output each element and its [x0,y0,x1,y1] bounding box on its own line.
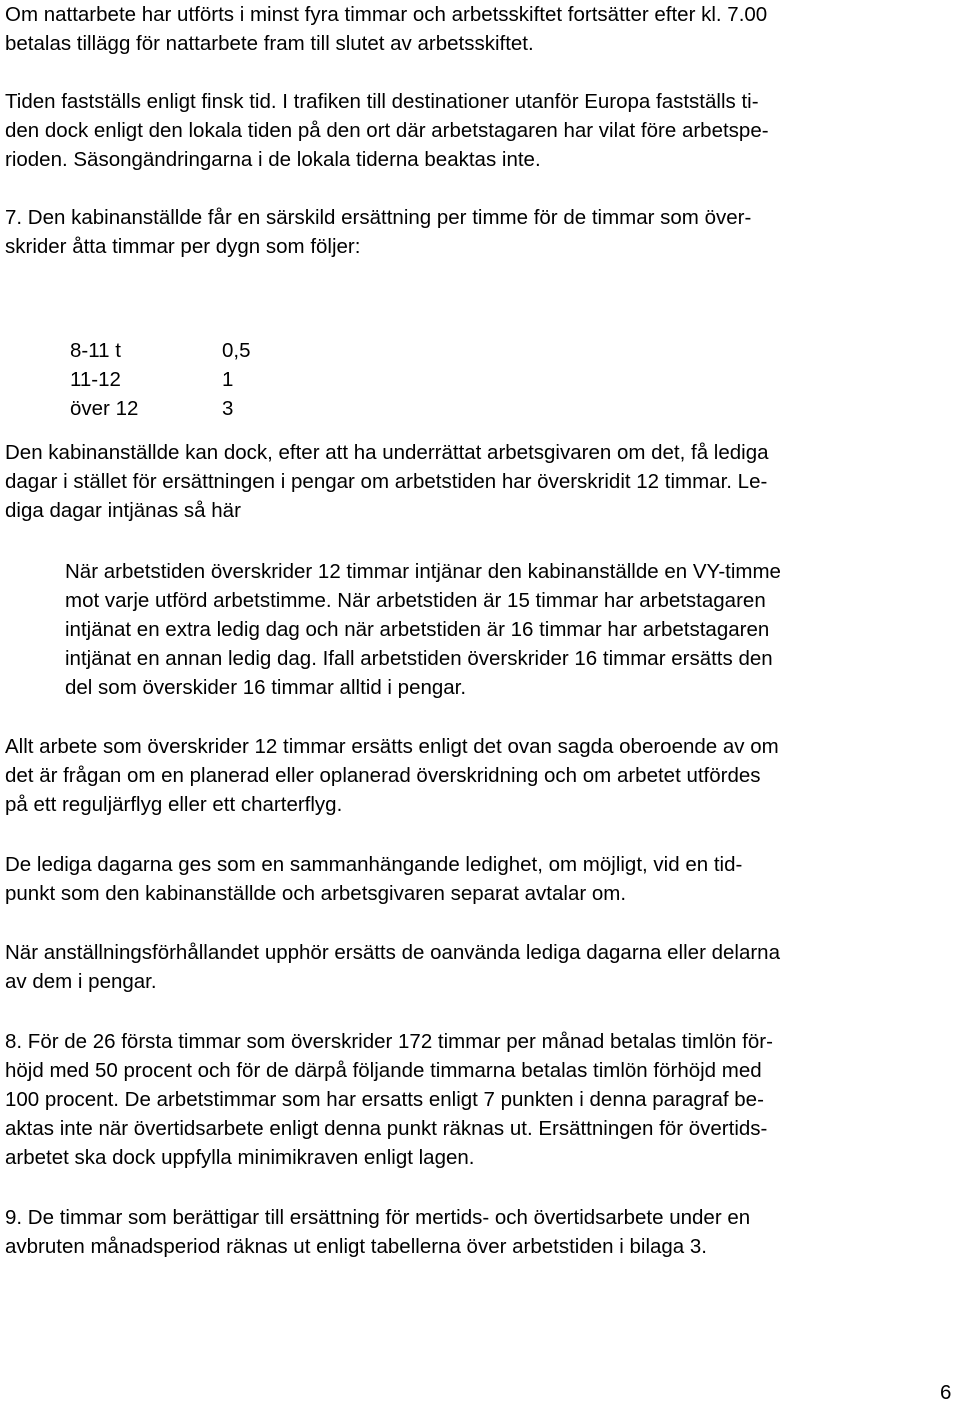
text-line: den dock enligt den lokala tiden på den ort där arbetstagaren har vilat före arbetspe- [5,119,769,142]
text-line: Tiden fastställs enligt finsk tid. I trafiken till destinationer utanför Europa fastställs ti- [5,90,759,113]
text-line: del som överskider 16 timmar alltid i pengar. [65,676,467,699]
text-line: 8. För de 26 första timmar som överskrider 172 timmar per månad betalas timlön för- [5,1030,773,1053]
text-line: 7. Den kabinanställde får en särskild ersättning per timme för de timmar som över- [5,206,752,229]
text-line: det är frågan om en planerad eller oplanerad överskridning och om arbetet utfördes [5,764,761,787]
rate-factor: 1 [222,368,234,391]
rate-hours: 11-12 [70,368,121,391]
text-line: intjänat en annan ledig dag. Ifall arbetstiden överskrider 16 timmar ersätts den [65,647,773,670]
rate-factor: 3 [222,397,234,420]
text-line: dagar i stället för ersättningen i pengar om arbetstiden har överskridit 12 timmar. Le- [5,470,768,493]
text-line: Om nattarbete har utförts i minst fyra timmar och arbetsskiftet fortsätter efter kl. 7.00 [5,3,768,26]
rate-hours: över 12 [70,397,139,420]
text-line: skrider åtta timmar per dygn som följer: [5,235,361,258]
rate-hours: 8-11 t [70,339,121,362]
text-line: diga dagar intjänas så här [5,499,241,522]
text-line: på ett reguljärflyg eller ett charterflyg. [5,793,343,816]
text-line: 9. De timmar som berättigar till ersättning för mertids- och övertidsarbete under en [5,1206,751,1229]
text-line: De lediga dagarna ges som en sammanhängande ledighet, om möjligt, vid en tid- [5,853,743,876]
page-number: 6 [940,1381,952,1404]
text-line: punkt som den kabinanställde och arbetsgivaren separat avtalar om. [5,882,627,905]
text-line: höjd med 50 procent och för de därpå följande timmarna betalas timlön förhöjd med [5,1059,762,1082]
text-line: mot varje utförd arbetstimme. När arbetstiden är 15 timmar har arbetstagaren [65,589,766,612]
text-line: intjänat en extra ledig dag och när arbetstiden är 16 timmar har arbetstagaren [65,618,770,641]
text-line: rioden. Säsongändringarna i de lokala tiderna beaktas inte. [5,148,541,171]
text-line: avbruten månadsperiod räknas ut enligt tabellerna över arbetstiden i bilaga 3. [5,1235,707,1258]
rate-factor: 0,5 [222,339,251,362]
text-line: Allt arbete som överskrider 12 timmar ersätts enligt det ovan sagda oberoende av om [5,735,779,758]
text-line: av dem i pengar. [5,970,157,993]
text-line: betalas tillägg för nattarbete fram till slutet av arbetsskiftet. [5,32,534,55]
text-line: När arbetstiden överskrider 12 timmar intjänar den kabinanställde en VY-timme [65,560,781,583]
text-line: 100 procent. De arbetstimmar som har ersatts enligt 7 punkten i denna paragraf be- [5,1088,764,1111]
text-line: Den kabinanställde kan dock, efter att ha underrättat arbetsgivaren om det, få lediga [5,441,769,464]
text-line: aktas inte när övertidsarbete enligt denna punkt räknas ut. Ersättningen för övertids- [5,1117,768,1140]
text-line: När anställningsförhållandet upphör ersätts de oanvända lediga dagarna eller delarna [5,941,780,964]
text-line: arbetet ska dock uppfylla minimikraven enligt lagen. [5,1146,475,1169]
